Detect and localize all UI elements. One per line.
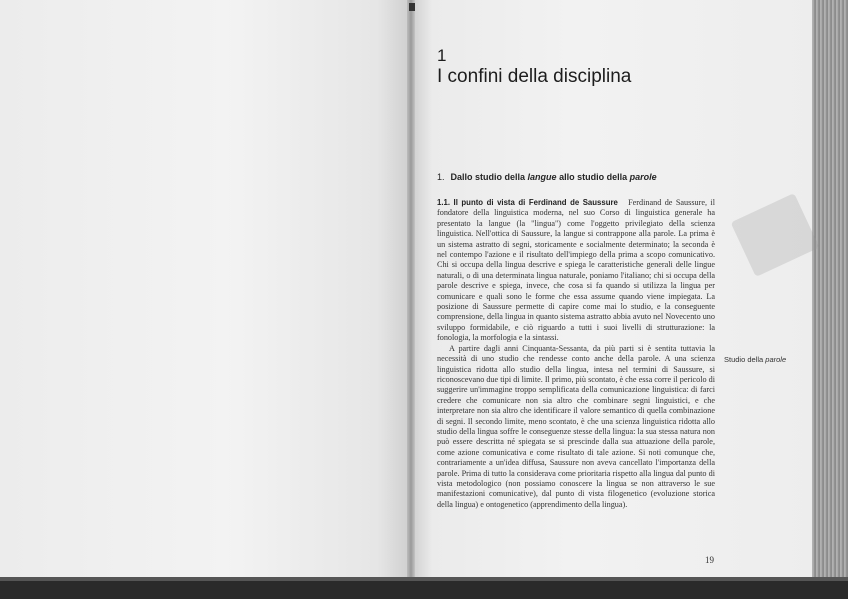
scanner-edge-highlight [0,577,848,581]
margin-note-prefix: Studio della [724,355,764,364]
book-gutter [407,0,415,580]
paragraph-2: A partire dagli anni Cinquanta-Sessanta, da più parti si è sentita tuttavia la necessità di uno studio che rendesse conto anche della parole. A una scienza linguistica ridotta allo studio della lingua, intesa nel termini di Saussure, si riconoscevano due tipi di limite. Il primo, più scontato, è che essa corre il pericolo di suggerire un'immagine troppo semplificata della comunicazione linguistica: di farci credere che comunicare non sia altro che combinare segni linguistici, e che interpretare non sia altro che identificare il valore semantico di quella combinazione di segni. Il secondo limite, meno scontato, è che una scienza linguistica ridotta allo studio della lingua soffre le conseguenze stesse della lingua: la sua stessa natura non può essere descritta né spiegata se si prescinde dalla sua attuazione della parole, come azione comunicativa e come risultato di tale azione. Si noti comunque che, contrariamente a un'idea diffusa, Saussure non aveva cancellato l'importanza della parole. Prima di tutto la considerava come prioritaria rispetto alla lingua dal punto di vista metodologico (non possiamo conoscere la lingua se non attraverso le sue manifestazioni comunicative), dal punto di vista filogenetico (evoluzione storica della lingua) e ontogenetico (apprendimento della lingua). [437,343,715,509]
left-page-blank [0,0,410,580]
body-text [437,198,715,510]
paragraph-1 [437,198,715,344]
page-edges [812,0,848,580]
paragraph-1-text: Ferdinand de Saussure, il fondatore della linguistica moderna, nel suo Corso di linguistica generale ha presentato la langue (la "lingua") come l'oggetto privilegiato della scienza linguistica. Nell'ottica di Saussure, la langue si contrappone alla parole. La prima è un sistema astratto di segni, storicamente e socialmente determinato; la seconda è nel contempo l'azione e il risultato dell'impiego della prima a scopo comunicativo. Chi si occupa della lingua descrive e spiega le caratteristiche generali delle lingue naturali, o di una determinata lingua naturale, poniamo l'italiano; chi si occupa della parole descrive e spiega, invece, che cosa si fa quando si utilizza la lingua per comunicare e quali sono le forme che essa assume quando viene impiegata. La posizione di Saussure permette di capire come mai lo studio, e la conseguente comprensione, della lingua in quanto sistema astratto abbia avuto nel Novecento uno sviluppo formidabile, e ciò riguardo a tutti i suoi livelli di strutturazione: la fonologia, la morfologia e la sintassi. [437,198,715,343]
section-heading-part2: allo studio della [559,172,628,182]
binding-mark [409,3,415,11]
section-heading [437,172,657,182]
section-heading-italic2: parole [629,172,657,182]
margin-note-italic: parole [765,355,787,364]
chapter-number: 1 [437,46,447,65]
page-number: 19 [705,555,714,565]
margin-note [724,355,786,364]
section-heading-part1: Dallo studio della [450,172,526,182]
subsection-heading: 1.1. Il punto di vista di Ferdinand de Saussure [437,198,618,207]
section-heading-italic1: langue [527,172,557,182]
chapter-title: I confini della disciplina [437,66,632,87]
section-number: 1. [437,172,445,182]
